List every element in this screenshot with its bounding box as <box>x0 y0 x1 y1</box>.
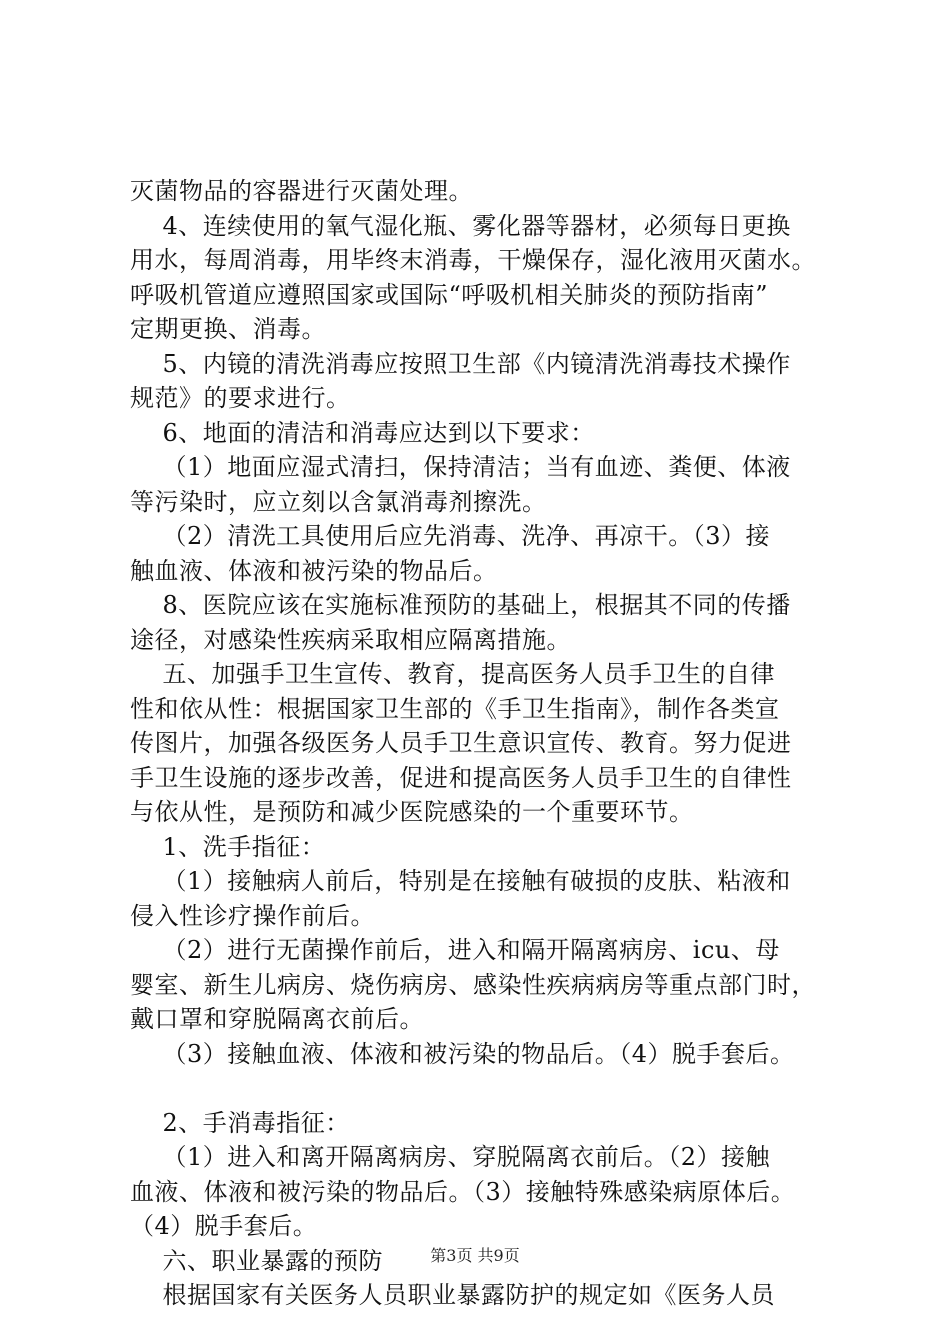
text-line: 等污染时，应立刻以含氯消毒剂擦洗。 <box>130 487 547 516</box>
text-line: 触血液、体液和被污染的物品后。 <box>130 556 498 585</box>
text-line: 六、职业暴露的预防 <box>130 1246 384 1275</box>
text-line: 用水，每周消毒，用毕终末消毒，干燥保存，湿化液用灭菌水。 <box>130 246 816 274</box>
text-line: 根据国家有关医务人员职业暴露防护的规定如《医务人员 <box>130 1281 776 1309</box>
text-line: 与依从性，是预防和减少医院感染的一个重要环节。 <box>130 798 694 826</box>
text-line: （4）脱手套后。 <box>130 1212 318 1240</box>
text-line: 2、手消毒指征： <box>130 1108 350 1137</box>
text-line: 途径，对感染性疾病采取相应隔离措施。 <box>130 625 571 654</box>
page-footer: 第3页 共9页 <box>430 1246 520 1265</box>
text-line: 8、医院应该在实施标准预防的基础上，根据其不同的传播 <box>130 591 791 619</box>
text-line: 手卫生设施的逐步改善，促进和提高医务人员手卫生的自律性 <box>130 763 792 792</box>
text-line: 侵入性诊疗操作前后。 <box>130 901 375 930</box>
text-line: 规范》的要求进行。 <box>130 384 351 412</box>
text-line: （1）接触病人前后，特别是在接触有破损的皮肤、粘液和 <box>130 867 791 895</box>
text-line: 6、地面的清洁和消毒应达到以下要求： <box>130 418 595 447</box>
text-line: （1）进入和离开隔离病房、穿脱隔离衣前后。（2）接触 <box>130 1143 771 1171</box>
text-line: （1）地面应湿式清扫，保持清洁；当有血迹、粪便、体液 <box>130 453 791 481</box>
text-line: 戴口罩和穿脱隔离衣前后。 <box>130 1005 424 1033</box>
text-line: （2）清洗工具使用后应先消毒、洗净、再凉干。（3）接 <box>130 522 771 550</box>
text-line: （2）进行无菌操作前后，进入和隔开隔离病房、icu、母 <box>130 936 780 964</box>
text-line: 1、洗手指征： <box>130 832 326 861</box>
text-line: 性和依从性：根据国家卫生部的《手卫生指南》，制作各类宣 <box>130 694 780 723</box>
text-line: 传图片，加强各级医务人员手卫生意识宣传、教育。努力促进 <box>130 729 792 757</box>
text-line: 5、内镜的清洗消毒应按照卫生部《内镜清洗消毒技术操作 <box>130 349 791 378</box>
text-line: 婴室、新生儿病房、烧伤病房、感染性疾病病房等重点部门时， <box>130 970 816 999</box>
text-line: 4、连续使用的氧气湿化瓶、雾化器等器材，必须每日更换 <box>130 211 791 240</box>
text-line: （3）接触血液、体液和被污染的物品后。（4）脱手套后。 <box>130 1039 795 1068</box>
text-line: 定期更换、消毒。 <box>130 315 326 343</box>
text-line: 血液、体液和被污染的物品后。（3）接触特殊感染病原体后。 <box>130 1177 796 1206</box>
text-line: 五、加强手卫生宣传、教育，提高医务人员手卫生的自律 <box>130 660 776 688</box>
text-line: 灭菌物品的容器进行灭菌处理。 <box>130 177 473 205</box>
text-line: 呼吸机管道应遵照国家或国际“呼吸机相关肺炎的预防指南” <box>130 280 769 309</box>
